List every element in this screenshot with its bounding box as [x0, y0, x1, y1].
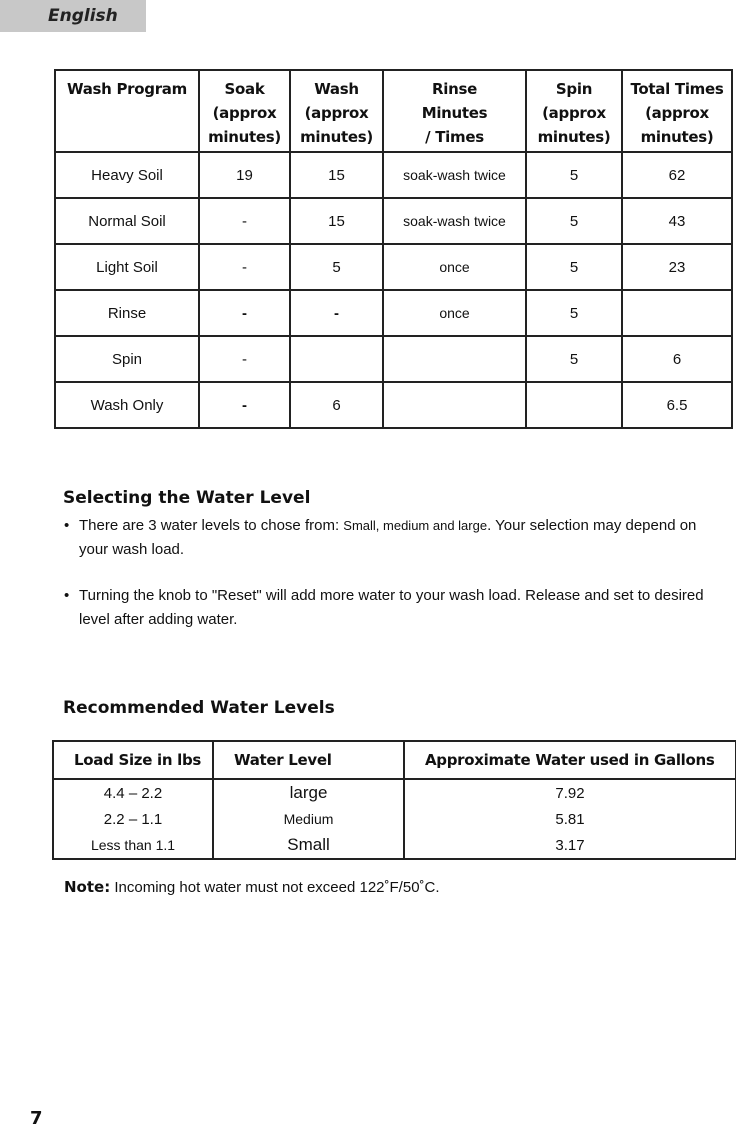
recommended-levels-table	[52, 740, 736, 860]
program-name: Spin	[55, 336, 199, 382]
rinse-times	[383, 382, 526, 428]
language-tab: English	[0, 0, 146, 32]
bullet-icon: •	[64, 587, 70, 604]
spin-minutes: 5	[526, 244, 622, 290]
total-minutes: 6.5	[622, 382, 732, 428]
gallons: 3.17	[404, 832, 736, 859]
table-row-light-soil	[55, 244, 732, 290]
table-header-row	[55, 70, 732, 152]
page-number: 7	[30, 1108, 43, 1129]
wash-minutes: 5	[290, 244, 383, 290]
program-name: Normal Soil	[55, 198, 199, 244]
table-row-normal-soil	[55, 198, 732, 244]
total-minutes	[622, 290, 732, 336]
total-minutes: 23	[622, 244, 732, 290]
column-header-load-size: Load Size in lbs	[53, 741, 213, 779]
spin-minutes: 5	[526, 152, 622, 198]
bullet-text-start: There are 3 water levels to chose from:	[79, 517, 344, 534]
soak-minutes: -	[199, 290, 290, 336]
load-size: 4.4 – 2.2	[53, 779, 213, 806]
soak-minutes: -	[199, 244, 290, 290]
bullet-text: Turning the knob to "Reset" will add more water to your wash load. Release and set to desired level after adding water.	[79, 587, 704, 628]
table-header-row	[53, 741, 736, 779]
table-row-rinse	[55, 290, 732, 336]
total-minutes: 6	[622, 336, 732, 382]
spin-minutes	[526, 382, 622, 428]
total-minutes: 43	[622, 198, 732, 244]
column-header-gallons: Approximate Water used in Gallons	[404, 741, 736, 779]
bullet-icon: •	[64, 517, 70, 534]
column-header-wash: Wash (approx minutes)	[290, 70, 383, 152]
wash-minutes: 15	[290, 198, 383, 244]
wash-minutes: 6	[290, 382, 383, 428]
table-row-heavy-soil	[55, 152, 732, 198]
spin-minutes: 5	[526, 290, 622, 336]
spin-minutes: 5	[526, 198, 622, 244]
wash-minutes: 15	[290, 152, 383, 198]
gallons: 7.92	[404, 779, 736, 806]
column-header-spin: Spin (approx minutes)	[526, 70, 622, 152]
table-row	[53, 779, 736, 806]
spin-minutes: 5	[526, 336, 622, 382]
program-name: Heavy Soil	[55, 152, 199, 198]
table-row-spin	[55, 336, 732, 382]
load-size: Less than 1.1	[53, 832, 213, 859]
rinse-times: once	[383, 290, 526, 336]
water-level-heading: Selecting the Water Level	[63, 488, 311, 508]
soak-minutes: -	[199, 336, 290, 382]
program-name: Light Soil	[55, 244, 199, 290]
water-level: large	[213, 779, 404, 806]
program-name: Rinse	[55, 290, 199, 336]
note-text: Incoming hot water must not exceed 122˚F/50˚C.	[110, 879, 440, 896]
table-row	[53, 806, 736, 832]
wash-minutes	[290, 336, 383, 382]
rinse-times: soak-wash twice	[383, 152, 526, 198]
table-row-wash-only	[55, 382, 732, 428]
soak-minutes: -	[199, 382, 290, 428]
wash-program-table	[54, 69, 733, 429]
soak-minutes: -	[199, 198, 290, 244]
recommended-levels-heading: Recommended Water Levels	[63, 698, 335, 718]
load-size: 2.2 – 1.1	[53, 806, 213, 832]
soak-minutes: 19	[199, 152, 290, 198]
column-header-total-times: Total Times (approx minutes)	[622, 70, 732, 152]
water-level-bullet-2	[64, 584, 724, 632]
rinse-times	[383, 336, 526, 382]
table-row	[53, 832, 736, 859]
note-label: Note:	[64, 878, 111, 896]
rinse-times: once	[383, 244, 526, 290]
rinse-times: soak-wash twice	[383, 198, 526, 244]
water-level: Small	[213, 832, 404, 859]
column-header-rinse: Rinse Minutes / Times	[383, 70, 526, 152]
wash-minutes: -	[290, 290, 383, 336]
column-header-soak: Soak (approx minutes)	[199, 70, 290, 152]
program-name: Wash Only	[55, 382, 199, 428]
column-header-water-level: Water Level	[213, 741, 404, 779]
water-level: Medium	[213, 806, 404, 832]
bullet-text-end: . Your selection may depend on your wash load.	[79, 517, 697, 558]
column-header-wash-program: Wash Program	[55, 70, 199, 152]
total-minutes: 62	[622, 152, 732, 198]
gallons: 5.81	[404, 806, 736, 832]
water-level-options: Small, medium and large	[343, 518, 488, 533]
water-level-bullet-1	[64, 514, 724, 562]
hot-water-note	[64, 878, 440, 896]
